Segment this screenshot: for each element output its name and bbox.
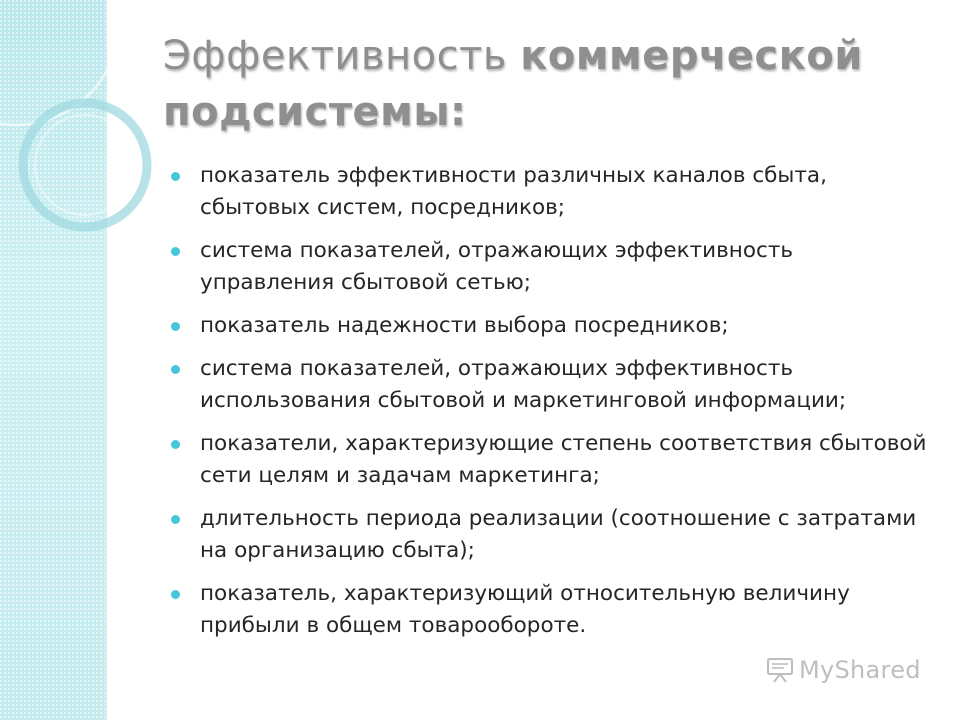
bullet-dot-icon: [171, 322, 180, 331]
bullet-dot-icon: [171, 515, 180, 524]
title-bold-part-2: подсистемы:: [163, 89, 467, 135]
presentation-board-icon: [765, 655, 795, 685]
bullet-item: [168, 160, 928, 224]
watermark: [765, 655, 921, 685]
bullet-text: система показателей, отражающих эффективность управления сбытовой сетью;: [200, 238, 794, 295]
bullet-item: [168, 310, 928, 342]
bullet-item: [168, 235, 928, 299]
bullet-dot-icon: [171, 365, 180, 374]
bullet-item: [168, 428, 928, 492]
bullet-text: показатели, характеризующие степень соответствия сбытовой сети целям и задачам маркетинга;: [200, 431, 927, 488]
decorative-side-band: [0, 0, 105, 720]
bullet-list: [168, 160, 928, 653]
bullet-text: длительность периода реализации (соотношение с затратами на организацию сбыта);: [200, 506, 917, 563]
title-regular-part: Эффективность: [163, 33, 521, 79]
side-band-edge: [105, 0, 108, 720]
title-bold-part-1: коммерческой: [520, 33, 863, 79]
bullet-dot-icon: [171, 247, 180, 256]
bullet-item: [168, 578, 928, 642]
bullet-text: показатель, характеризующий относительную величину прибыли в общем товарообороте.: [200, 581, 850, 638]
bullet-item: [168, 353, 928, 417]
bullet-dot-icon: [171, 590, 180, 599]
bullet-text: система показателей, отражающих эффективность использования сбытовой и маркетинговой информации;: [200, 356, 847, 413]
bullet-text: показатель эффективности различных каналов сбыта, сбытовых систем, посредников;: [200, 163, 827, 220]
watermark-text: MyShared: [799, 656, 921, 684]
slide-title: [163, 28, 923, 140]
bullet-dot-icon: [171, 440, 180, 449]
bullet-dot-icon: [171, 172, 180, 181]
bullet-text: показатель надежности выбора посредников;: [200, 313, 729, 338]
bullet-item: [168, 503, 928, 567]
